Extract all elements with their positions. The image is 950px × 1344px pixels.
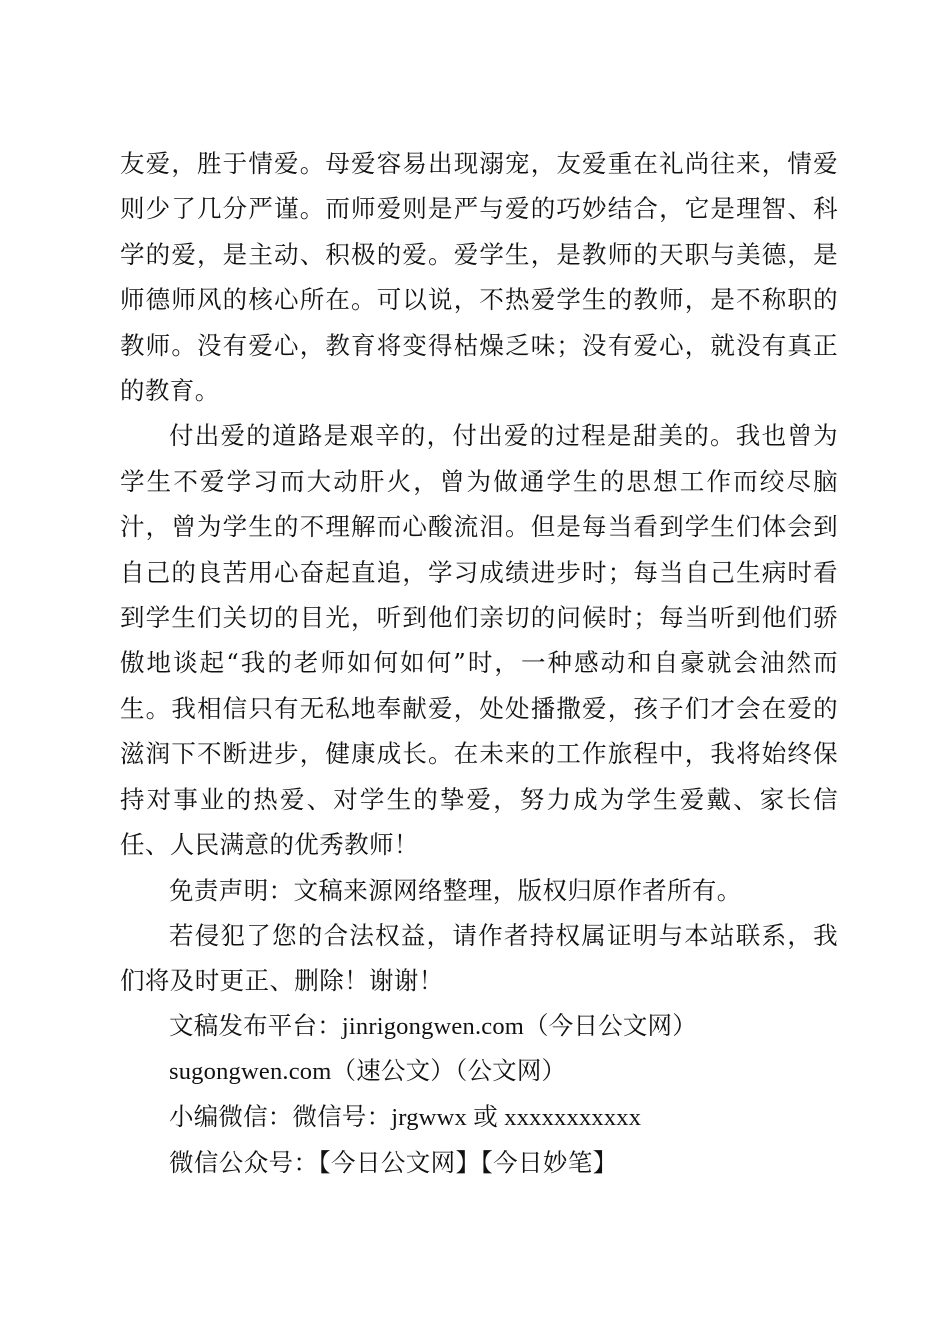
infringement-notice: 若侵犯了您的合法权益，请作者持权属证明与本站联系，我们将及时更正、删除！谢谢！ [120,920,838,996]
platform-line: 文稿发布平台：jinrigongwen.com（今日公文网） [169,1012,697,1040]
paragraph-dedication: 付出爱的道路是艰辛的，付出爱的过程是甜美的。我也曾为学生不爱学习而大动肝火，曾为做通学生的思想工作而绞尽脑汁，曾为学生的不理解而心酸流泪。但是每当看到学生们体会到自己的良苦用心奋起直追，学习成绩进步时；每当自己生病时看到学生们关切的目光，听到他们亲切的问候时；每当听到他们骄傲地谈起“我的老师如何如何”时，一种感动和自豪就会油然而生。我相信只有无私地奉献爱，处处播撒爱，孩子们才会在爱的滋润下不断进步，健康成长。在未来的工作旅程中，我将始终保持对事业的热爱、对学生的挚爱，努力成为学生爱戴、家长信任、人民满意的优秀教师！ [120,421,838,860]
official-account-line: 微信公众号：【今日公文网】【今日妙笔】 [169,1147,618,1177]
disclaimer-text: 免责声明：文稿来源网络整理，版权归原作者所有。 [169,875,742,905]
site-line: sugongwen.com（速公文）（公文网） [169,1058,567,1086]
document-body [120,141,838,1185]
wechat-line: 小编微信：微信号：jrgwwx 或 xxxxxxxxxxx [169,1103,642,1131]
paragraph-teacher-love: 友爱，胜于情爱。母爱容易出现溺宠，友爱重在礼尚往来，情爱则少了几分严谨。而师爱则是严与爱的巧妙结合，它是理智、科学的爱，是主动、积极的爱。爱学生，是教师的天职与美德，是师德师风的核心所在。可以说，不热爱学生的教师，是不称职的教师。没有爱心，教育将变得枯燥乏味；没有爱心，就没有真正的教育。 [120,149,838,406]
